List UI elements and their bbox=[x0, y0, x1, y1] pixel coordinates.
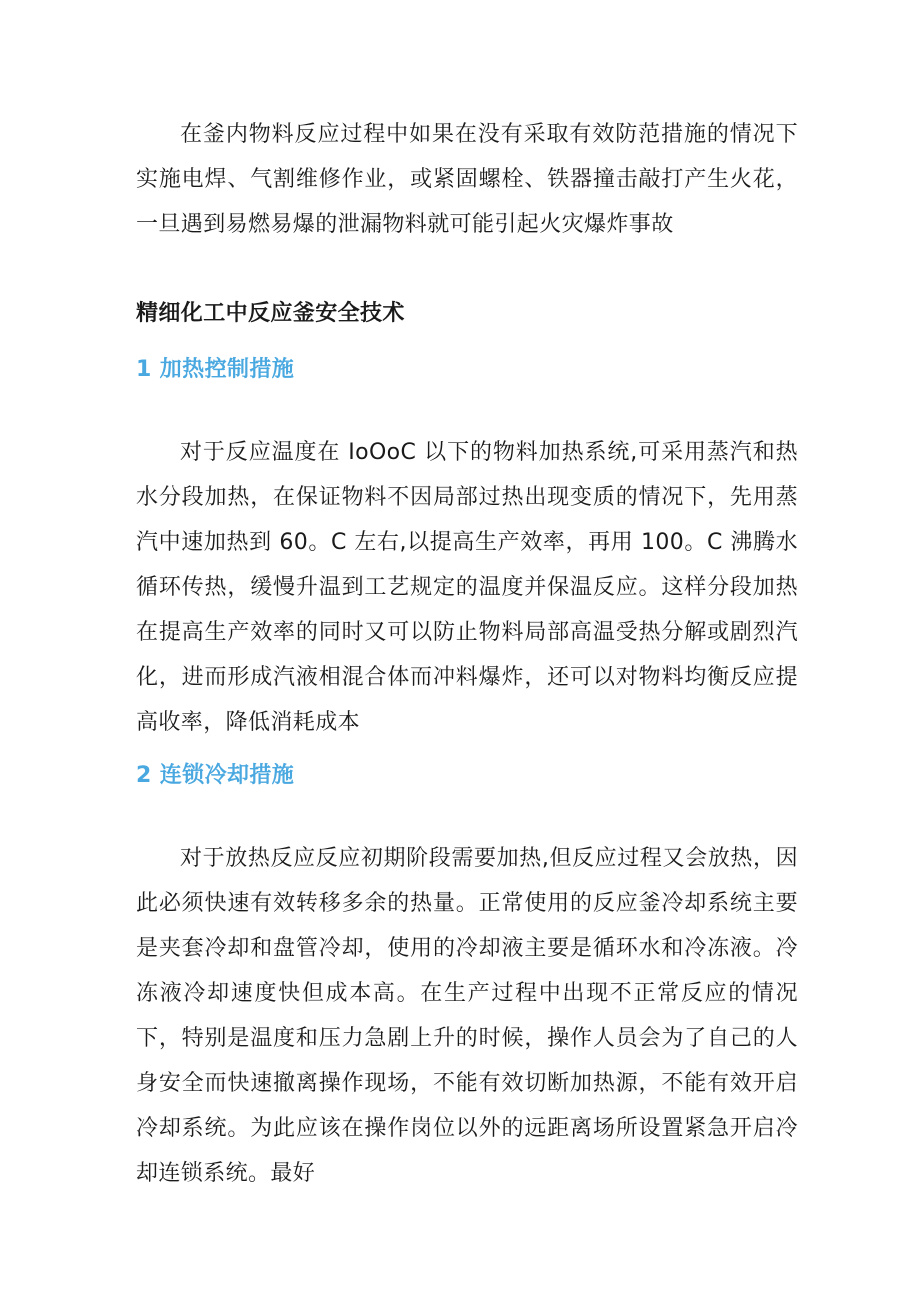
paragraph-cooling-interlock: 对于放热反应反应初期阶段需要加热,但反应过程又会放热，因此必须快速有效转移多余的热量。正常使用的反应釜冷却系统主要是夹套冷却和盘管冷却，使用的冷却液主要是循环水和冷冻液。冷冻液冷却速度快但成本高。在生产过程中出现不正常反应的情况下，特别是温度和压力急剧上升的时候，操作人员会为了自己的人身安全而快速撤离操作现场，不能有效切断加热源，不能有效开启冷却系统。为此应该在操作岗位以外的远距离场所设置紧急开启冷却连锁系统。最好 bbox=[136, 846, 798, 1186]
paragraph-heating-control: 对于反应温度在 IoOoC 以下的物料加热系统,可采用蒸汽和热水分段加热，在保证物料不因局部过热出现变质的情况下，先用蒸汽中速加热到 60。C 左右,以提高生产效率，再用 100。C 沸腾水循环传热，缓慢升温到工艺规定的温度并保温反应。这样分段加热在提高生产效率的同时又可以防止物料局部高温受热分解或剧烈汽化，进而形成汽液相混合体而冲料爆炸，还可以对物料均衡反应提高收率，降低消耗成本 bbox=[136, 440, 798, 735]
subheading-cooling-interlock: 2 连锁冷却措施 bbox=[136, 763, 295, 788]
section-title: 精细化工中反应釜安全技术 bbox=[136, 301, 405, 326]
subheading-heating-control: 1 加热控制措施 bbox=[136, 357, 295, 382]
paragraph-fire-hazard: 在釜内物料反应过程中如果在没有采取有效防范措施的情况下实施电焊、气割维修作业，或紧固螺栓、铁器撞击敲打产生火花，一旦遇到易燃易爆的泄漏物料就可能引起火灾爆炸事故 bbox=[136, 122, 798, 237]
